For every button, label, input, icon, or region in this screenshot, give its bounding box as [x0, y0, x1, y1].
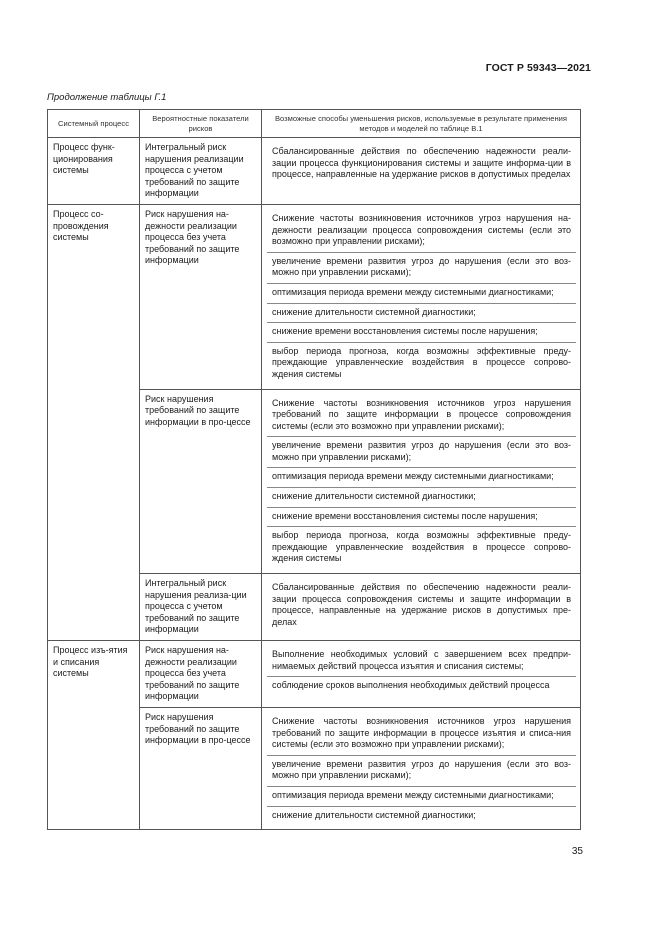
ways-item: Снижение частоты возникновения источников угроз нарушения требований по защите информации в процессе изъятия и списа-ния системы (если это возможно при управлении рисками); — [272, 715, 571, 750]
indicator-cell: Риск нарушения на-дежности реализации процесса без учета требований по защите информации — [140, 641, 262, 708]
ways-item: Сбалансированные действия по обеспечению надежности реали-зации процесса функционирования системы и защите информа-ции в процессе, направленные на удержание рисков в допустимых пределах — [272, 146, 571, 180]
ways-item: снижение длительности системной диагностики; — [267, 487, 576, 507]
ways-cell — [262, 574, 581, 641]
ways-item: увеличение времени развития угроз до нарушения (если это воз-можно при управлении рисками); — [267, 436, 576, 467]
ways-item: выбор периода прогноза, когда возможны эффективные преду-преждающие управленческие воздействия в процессе сопрово-ждения системы — [267, 526, 576, 569]
indicator-cell: Риск нарушения требований по защите информации в про-цессе — [140, 707, 262, 829]
ways-item: выбор периода прогноза, когда возможны эффективные преду-преждающие управленческие воздействия в процессе сопрово-ждения системы — [267, 342, 576, 385]
ways-item: Снижение частоты возникновения источников угроз нарушения требований по защите информации в процессе сопровождения системы (если это возможно при управлении рисками); — [272, 397, 571, 431]
ways-item: Снижение частоты возникновения источников угроз нарушения на-дежности реализации процесса сопровождения системы (если это возможно при управлении рисками); — [272, 212, 571, 247]
process-cell: Процесс изъ-ятия и списания системы — [48, 641, 140, 830]
ways-cell — [262, 641, 581, 708]
document-id: ГОСТ Р 59343—2021 — [485, 62, 591, 74]
indicator-cell: Риск нарушения требований по защите информации в про-цессе — [140, 389, 262, 574]
indicator-cell: Интегральный риск нарушения реализа-ции процесса с учетом требований по защите информации — [140, 574, 262, 641]
ways-cell — [262, 389, 581, 574]
process-cell: Процесс со-провождения системы — [48, 204, 140, 640]
ways-cell — [262, 138, 581, 205]
table-caption: Продолжение таблицы Г.1 — [47, 92, 167, 103]
column-header-ways: Возможные способы уменьшения рисков, используемые в результате применения методов и моделей по таблице В.1 — [262, 110, 581, 138]
ways-item: снижение времени восстановления системы после нарушения; — [267, 322, 576, 342]
page-number: 35 — [571, 846, 583, 857]
table-row — [48, 641, 581, 708]
ways-item: увеличение времени развития угроз до нарушения (если это воз-можно при управлении рисками); — [267, 252, 576, 283]
ways-item: Сбалансированные действия по обеспечению надежности реали-зации процесса сопровождения системы и защите информации в процессе, направленные на удержание рисков в допустимых пре-делах — [272, 582, 571, 627]
ways-item: снижение длительности системной диагностики; — [267, 806, 576, 826]
risk-table — [47, 109, 581, 830]
table-row — [48, 204, 581, 389]
process-cell: Процесс функ-ционирования системы — [48, 138, 140, 205]
table-row — [48, 138, 581, 205]
ways-item: снижение длительности системной диагностики; — [267, 303, 576, 323]
indicator-cell: Интегральный риск нарушения реализации процесса с учетом требований по защите информации — [140, 138, 262, 205]
column-header-process: Системный процесс — [48, 110, 140, 138]
ways-item: оптимизация периода времени между системными диагностиками; — [267, 283, 576, 303]
indicator-cell: Риск нарушения на-дежности реализации процесса без учета требований по защите информации — [140, 204, 262, 389]
ways-item: увеличение времени развития угроз до нарушения (если это воз-можно при управлении рисками); — [267, 755, 576, 786]
ways-item: оптимизация периода времени между системными диагностиками; — [267, 467, 576, 487]
ways-item: снижение времени восстановления системы после нарушения; — [267, 507, 576, 527]
column-header-indicators: Вероятностные показатели рисков — [140, 110, 262, 138]
ways-cell — [262, 204, 581, 389]
table-header-row — [48, 110, 581, 138]
ways-item: оптимизация периода времени между системными диагностиками; — [267, 786, 576, 806]
ways-item: Выполнение необходимых условий с завершением всех предпри-нимаемых действий процесса изъятия и списания системы; — [272, 649, 571, 671]
ways-item: соблюдение сроков выполнения необходимых действий процесса — [267, 676, 576, 696]
ways-cell — [262, 707, 581, 829]
